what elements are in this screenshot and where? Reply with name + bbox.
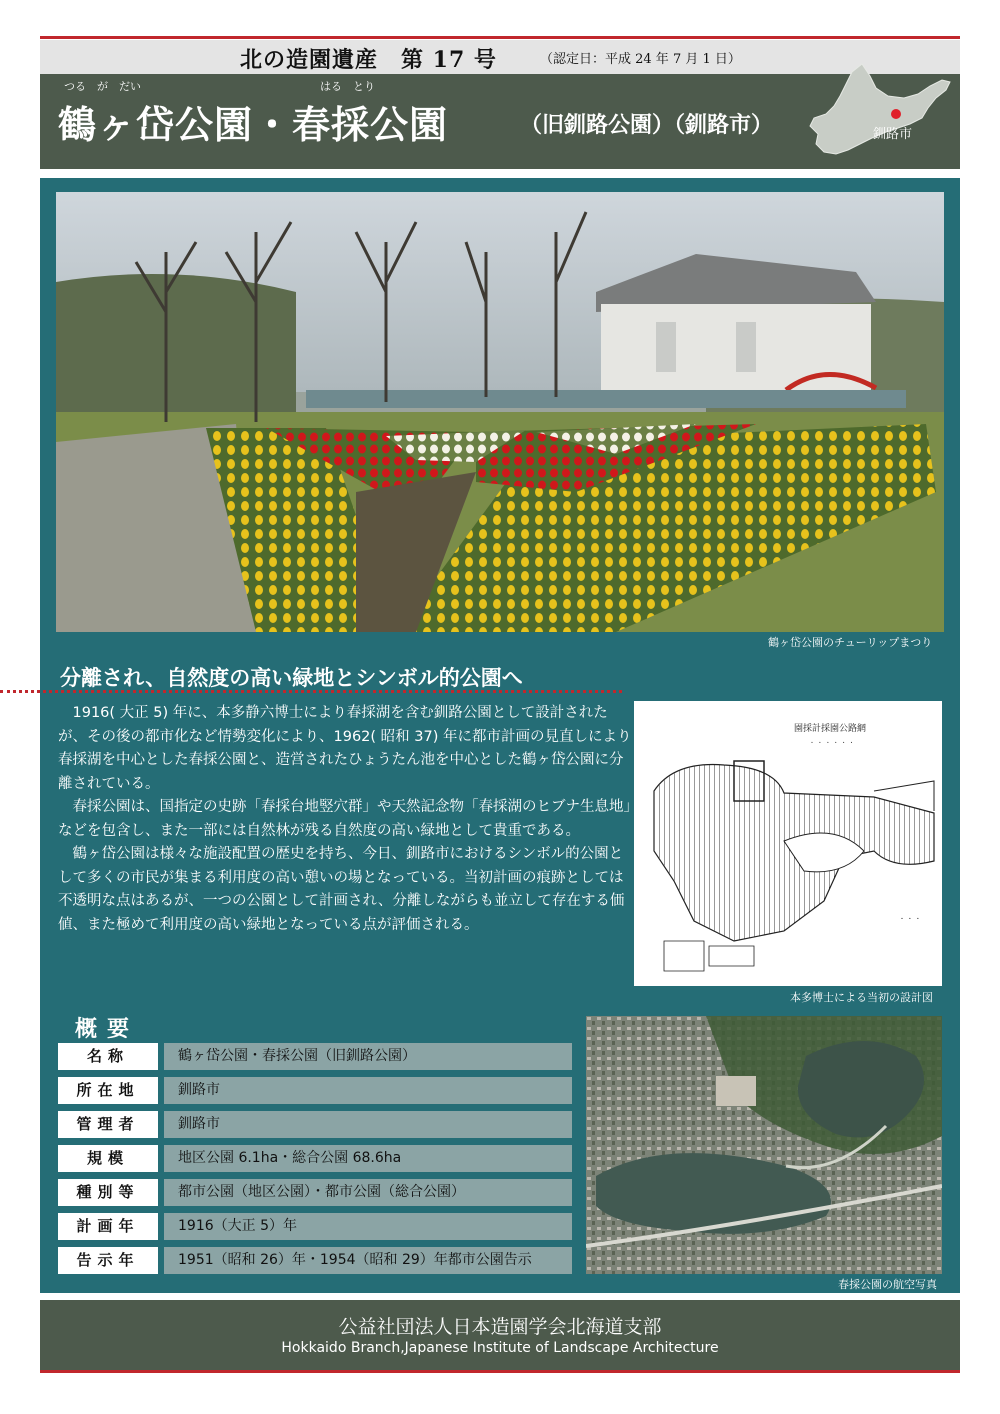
row-label-plan-year: 計画年	[58, 1213, 158, 1240]
title-ruby-harutori: はる とり	[320, 80, 375, 93]
row-value-manager: 釧路市	[164, 1111, 572, 1138]
paragraph-1: 1916( 大正 5) 年に、本多静六博士により春採湖を含む釧路公園として設計されたが、その後の都市化など情勢変化により、1962( 昭和 37) 年に都市計画の見直しにより春採湖を中心とした春採公園と、造営されたひょうたん池を中心とした鶴ヶ岱公園に分離されている。	[58, 705, 632, 792]
footer-organization-jp: 公益社団法人日本造園学会北海道支部	[338, 1316, 662, 1338]
page-subtitle: （旧釧路公園）（釧路市）	[520, 112, 774, 138]
bottom-red-rule	[40, 1370, 960, 1373]
plan-title: 園採計採園公路網	[794, 724, 867, 734]
title-ruby-tsurugadai: つる が だい	[64, 80, 141, 93]
row-value-location: 釧路市	[164, 1077, 572, 1104]
row-value-name: 鶴ヶ岱公園・春採公園（旧釧路公園）	[164, 1043, 572, 1070]
plan-caption: 本多博士による当初の設計図	[790, 991, 933, 1004]
row-value-type: 都市公園（地区公園）・都市公園（総合公園）	[164, 1179, 572, 1206]
paragraph-2: 春採公園は、国指定の史跡「春採台地竪穴群」や天然記念物「春採湖のヒブナ生息地」などを包含し、また一部には自然林が残る自然度の高い緑地として貴重である。	[58, 799, 631, 839]
series-number: 北の造園遺産 第 17 号	[240, 47, 497, 73]
section-heading: 分離され、自然度の高い緑地とシンボル的公園へ	[60, 666, 523, 690]
row-label-scale: 規模	[58, 1145, 158, 1172]
aerial-photo	[586, 1016, 942, 1274]
aerial-caption: 春採公園の航空写真	[838, 1278, 937, 1291]
top-red-rule	[40, 36, 960, 39]
row-label-location: 所在地	[58, 1077, 158, 1104]
map-location-label: 釧路市	[873, 127, 913, 142]
tulip-festival-photo	[56, 192, 944, 632]
certified-date: （認定日：平成 24 年 7 月 1 日）	[540, 52, 741, 67]
photo-caption: 鶴ヶ岱公園のチューリップまつり	[768, 636, 933, 649]
dotted-rule	[0, 690, 622, 693]
row-value-plan-year: 1916（大正 5）年	[164, 1213, 572, 1240]
paragraph-3: 鶴ヶ岱公園は様々な施設配置の歴史を持ち、今日、釧路市におけるシンボル的公園として多くの市民が集まる利用度の高い憩いの場となっている。当初計画の痕跡としては不透明な点はあるが、一つの公園として計画され、分離しながらも並立して存在する価値、また極めて利用度の高い緑地となっている点が評価される。	[58, 846, 625, 933]
svg-text:・ ・ ・ ・ ・ ・: ・ ・ ・ ・ ・ ・	[809, 740, 855, 747]
body-text	[58, 702, 632, 937]
page-title: 鶴ヶ岱公園・春採公園	[58, 102, 449, 147]
row-label-manager: 管理者	[58, 1111, 158, 1138]
row-value-notice-year: 1951（昭和 26）年・1954（昭和 29）年都市公園告示	[164, 1247, 572, 1274]
row-value-scale: 地区公園 6.1ha・総合公園 68.6ha	[164, 1145, 572, 1172]
footer-organization-en: Hokkaido Branch,Japanese Institute of Landscape Architecture	[281, 1340, 719, 1356]
hokkaido-map-icon	[800, 58, 960, 158]
svg-text:・ ・ ・: ・ ・ ・	[899, 916, 921, 923]
original-plan-drawing	[634, 701, 942, 986]
row-label-name: 名称	[58, 1043, 158, 1070]
row-label-notice-year: 告示年	[58, 1247, 158, 1274]
overview-heading: 概要	[75, 1017, 140, 1042]
row-label-type: 種別等	[58, 1179, 158, 1206]
